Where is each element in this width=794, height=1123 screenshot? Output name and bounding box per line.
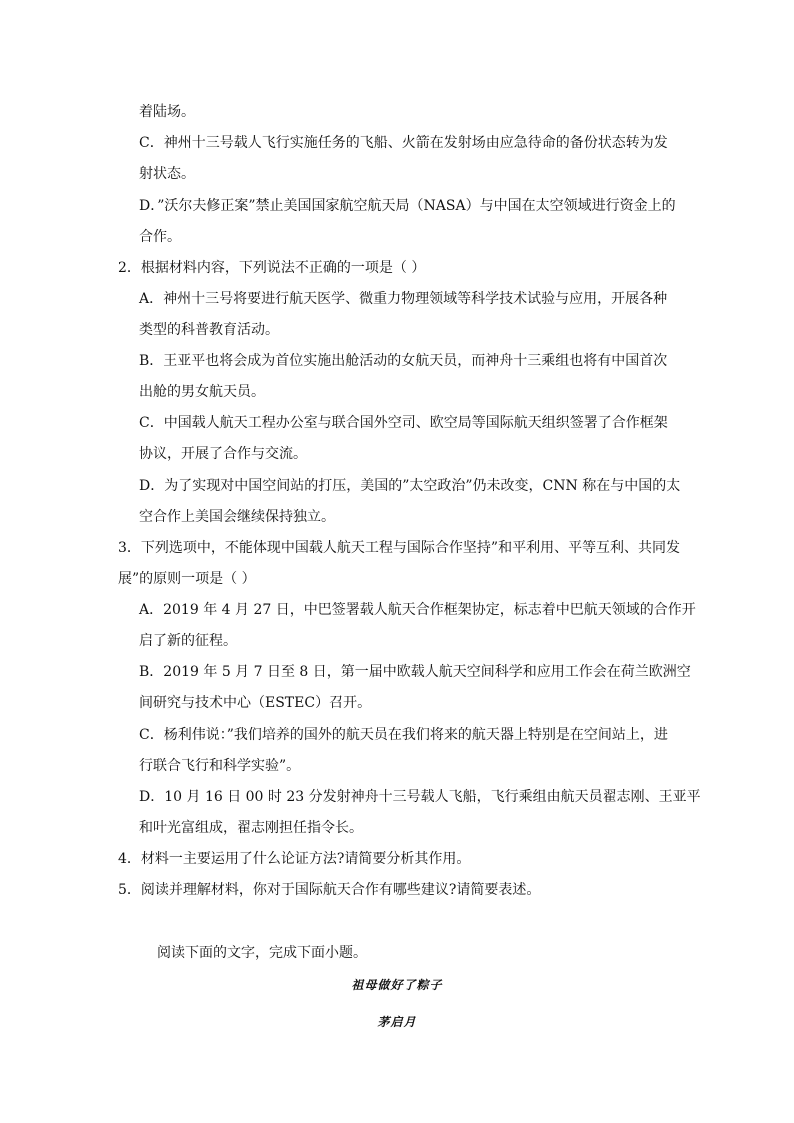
reading-instruction: 阅读下面的文字，完成下面小题。: [157, 945, 367, 961]
text-line: 启了新的征程。: [139, 633, 237, 649]
option-c-line: C．中国载人航天工程办公室与联合国外空司、欧空局等国际航天组织签署了合作框架: [139, 415, 668, 431]
option-a-line: A．神州十三号将要进行航天医学、微重力物理领域等科学技术试验与应用，开展各种: [139, 291, 668, 307]
text-line: 协议，开展了合作与交流。: [139, 446, 307, 462]
text-line: 合作。: [139, 229, 181, 245]
article-title: 祖母做好了粽子: [351, 978, 443, 992]
text-line: 展”的原则一项是（ ）: [118, 571, 256, 587]
question-5: 5．阅读并理解材料，你对于国际航天合作有哪些建议?请简要表述。: [118, 882, 541, 898]
text-line: 射状态。: [139, 166, 195, 182]
option-b-line: B．2019 年 5 月 7 日至 8 日，第一届中欧载人航天空间科学和应用工作会在荷兰欧洲空: [139, 664, 691, 680]
question-2: 2．根据材料内容，下列说法不正确的一项是（ ）: [118, 260, 426, 276]
text-line: 空合作上美国会继续保持独立。: [139, 509, 335, 525]
option-b-line: B．王亚平也将会成为首位实施出舱活动的女航天员，而神舟十三乘组也将有中国首次: [139, 353, 668, 369]
question-4: 4．材料一主要运用了什么论证方法?请简要分析其作用。: [118, 851, 471, 867]
option-a-line: A．2019 年 4 月 27 日，中巴签署载人航天合作框架协定，标志着中巴航天领域的合作开: [139, 602, 696, 618]
text-line: 出舱的男女航天员。: [139, 384, 265, 400]
option-c-line: C．杨利伟说：”我们培养的国外的航天员在我们将来的航天器上特别是在空间站上，进: [139, 727, 668, 743]
question-3: 3．下列选项中，不能体现中国载人航天工程与国际合作坚持”和平利用、平等互利、共同发: [118, 540, 681, 556]
text-line: 和叶光富组成，翟志刚担任指令长。: [139, 820, 363, 836]
text-line: 着陆场。: [139, 104, 195, 120]
text-line: 行联合飞行和科学实验”。: [139, 758, 301, 774]
article-author: 茅启月: [377, 1015, 417, 1029]
option-d-line: D．10 月 16 日 00 时 23 分发射神舟十三号载人飞船，飞行乘组由航天员翟志刚、王亚平: [139, 789, 701, 805]
text-line: 类型的科普教育活动。: [139, 322, 279, 338]
option-d-line: D．”沃尔夫修正案”禁止美国国家航空航天局（NASA）与中国在太空领域进行资金上的: [139, 198, 676, 214]
option-d-line: D．为了实现对中国空间站的打压，美国的”太空政治”仍未改变，CNN 称在与中国的太: [139, 478, 681, 494]
text-line: 间研究与技术中心（ESTEC）召开。: [139, 695, 372, 711]
option-c-line: C．神州十三号载人飞行实施任务的飞船、火箭在发射场由应急待命的备份状态转为发: [139, 135, 668, 151]
